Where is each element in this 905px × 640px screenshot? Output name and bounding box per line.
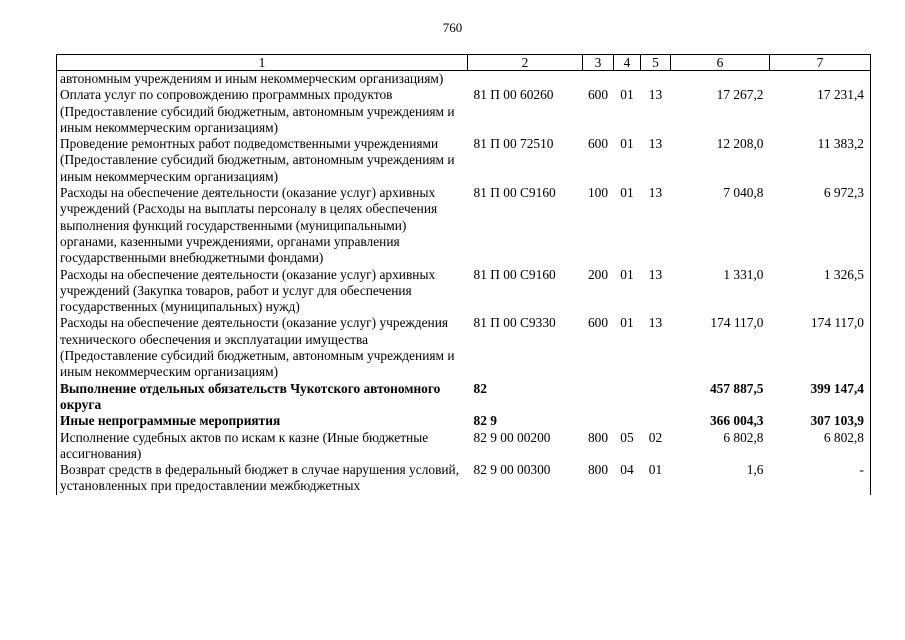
table-row bbox=[57, 381, 871, 414]
header-col-7: 7 bbox=[770, 55, 871, 71]
row-section: 01 bbox=[620, 266, 634, 282]
table-row bbox=[57, 267, 871, 316]
row-section: 04 bbox=[620, 462, 634, 478]
row-subsection: 13 bbox=[648, 185, 663, 201]
row-code bbox=[468, 71, 583, 88]
row-section: 01 bbox=[620, 87, 634, 103]
row-subsection: 13 bbox=[648, 87, 663, 103]
page-number: 760 bbox=[442, 20, 463, 35]
row-code: 82 9 00 00300 bbox=[473, 462, 551, 478]
row-value-2025: - bbox=[770, 462, 871, 495]
table-body bbox=[57, 71, 871, 495]
row-expense-type: 200 bbox=[587, 266, 609, 282]
row-code: 82 9 00 00200 bbox=[473, 429, 551, 445]
header-col-2: 2 bbox=[468, 55, 583, 71]
row-section: 01 bbox=[620, 185, 634, 201]
row-expense-type: 600 bbox=[587, 315, 609, 331]
row-value-2024: 7 040,8 bbox=[723, 185, 764, 201]
table-row bbox=[57, 462, 871, 495]
table-row bbox=[57, 71, 871, 88]
row-value-2024: 6 802,8 bbox=[723, 429, 764, 445]
row-name: Исполнение судебных актов по искам к казне (Иные бюджетные ассигнования) bbox=[57, 430, 468, 463]
row-value-2024 bbox=[671, 71, 770, 88]
row-section: 01 bbox=[620, 315, 634, 331]
row-subsection bbox=[641, 413, 671, 429]
row-expense-type: 600 bbox=[587, 87, 609, 103]
row-value-2025: 17 231,4 bbox=[770, 87, 871, 136]
header-col-3: 3 bbox=[583, 55, 614, 71]
row-name: Выполнение отдельных обязательств Чукотского автономного округа bbox=[57, 381, 468, 414]
header-col-1: 1 bbox=[57, 55, 468, 71]
row-value-2025: 174 117,0 bbox=[770, 315, 871, 380]
row-value-2024: 457 887,5 bbox=[709, 380, 764, 396]
row-value-2024: 1,6 bbox=[746, 462, 764, 478]
row-expense-type: 100 bbox=[587, 185, 609, 201]
row-subsection bbox=[641, 71, 671, 88]
row-section bbox=[614, 413, 641, 429]
row-value-2024: 366 004,3 bbox=[709, 413, 764, 429]
row-expense-type bbox=[583, 413, 614, 429]
row-value-2025: 399 147,4 bbox=[770, 381, 871, 414]
row-subsection: 02 bbox=[648, 429, 663, 445]
row-name: автономным учреждениям и иным некоммерческим организациям) bbox=[57, 71, 468, 88]
row-section bbox=[614, 71, 641, 88]
row-expense-type: 800 bbox=[587, 429, 609, 445]
row-code: 82 bbox=[473, 380, 487, 396]
budget-table bbox=[56, 54, 871, 495]
row-value-2024: 17 267,2 bbox=[716, 87, 764, 103]
row-section: 05 bbox=[620, 429, 634, 445]
header-col-4: 4 bbox=[614, 55, 641, 71]
row-value-2025: 11 383,2 bbox=[770, 136, 871, 185]
row-subsection: 13 bbox=[648, 266, 663, 282]
row-section: 01 bbox=[620, 136, 634, 152]
row-name: Проведение ремонтных работ подведомственными учреждениями (Предоставление субсидий бюджетным, автономным учреждениям и иным некоммерческим организациям) bbox=[57, 136, 468, 185]
table-row bbox=[57, 430, 871, 463]
row-value-2025: 6 972,3 bbox=[770, 185, 871, 266]
row-code: 81 П 00 С9160 bbox=[473, 185, 556, 201]
header-col-6: 6 bbox=[671, 55, 770, 71]
row-name: Иные непрограммные мероприятия bbox=[57, 413, 468, 429]
row-value-2025: 6 802,8 bbox=[770, 430, 871, 463]
row-name: Возврат средств в федеральный бюджет в случае нарушения условий, установленных при предоставлении межбюджетных bbox=[57, 462, 468, 495]
row-code: 81 П 00 72510 bbox=[473, 136, 554, 152]
row-subsection: 13 bbox=[648, 136, 663, 152]
table-row bbox=[57, 315, 871, 380]
row-subsection bbox=[641, 381, 671, 414]
row-value-2024: 174 117,0 bbox=[710, 315, 764, 331]
row-code: 81 П 00 С9160 bbox=[473, 266, 556, 282]
row-value-2025: 1 326,5 bbox=[770, 267, 871, 316]
row-section bbox=[614, 381, 641, 414]
row-value-2025: 307 103,9 bbox=[770, 413, 871, 429]
row-expense-type: 600 bbox=[587, 136, 609, 152]
row-expense-type bbox=[583, 71, 614, 88]
row-code: 82 9 bbox=[473, 413, 497, 429]
header-col-5: 5 bbox=[641, 55, 671, 71]
row-expense-type bbox=[583, 381, 614, 414]
row-name: Расходы на обеспечение деятельности (оказание услуг) архивных учреждений (Расходы на выплаты персоналу в целях обеспечения выполнения функций государственными (муниципальными) органами, казенными учреждениями, органами управления государственными внебюджетными фондами) bbox=[57, 185, 468, 266]
row-value-2025 bbox=[770, 71, 871, 88]
row-code: 81 П 00 60260 bbox=[473, 87, 554, 103]
row-name: Расходы на обеспечение деятельности (оказание услуг) учреждения технического обеспечения и эксплуатации имущества (Предоставление субсидий бюджетным, автономным учреждениям и иным некоммерческим организациям) bbox=[57, 315, 468, 380]
row-name: Расходы на обеспечение деятельности (оказание услуг) архивных учреждений (Закупка товаров, работ и услуг для обеспечения государственных (муниципальных) нужд) bbox=[57, 267, 468, 316]
table-row bbox=[57, 136, 871, 185]
row-expense-type: 800 bbox=[587, 462, 609, 478]
row-code: 81 П 00 С9330 bbox=[473, 315, 556, 331]
table-row bbox=[57, 87, 871, 136]
row-name: Оплата услуг по сопровождению программных продуктов (Предоставление субсидий бюджетным, автономным учреждениям и иным некоммерческим организациям) bbox=[57, 87, 468, 136]
row-value-2024: 12 208,0 bbox=[716, 136, 764, 152]
row-value-2024: 1 331,0 bbox=[723, 266, 764, 282]
table-row bbox=[57, 185, 871, 266]
row-subsection: 13 bbox=[648, 315, 663, 331]
table-row bbox=[57, 413, 871, 429]
table-header bbox=[57, 55, 871, 71]
row-subsection: 01 bbox=[648, 462, 663, 478]
